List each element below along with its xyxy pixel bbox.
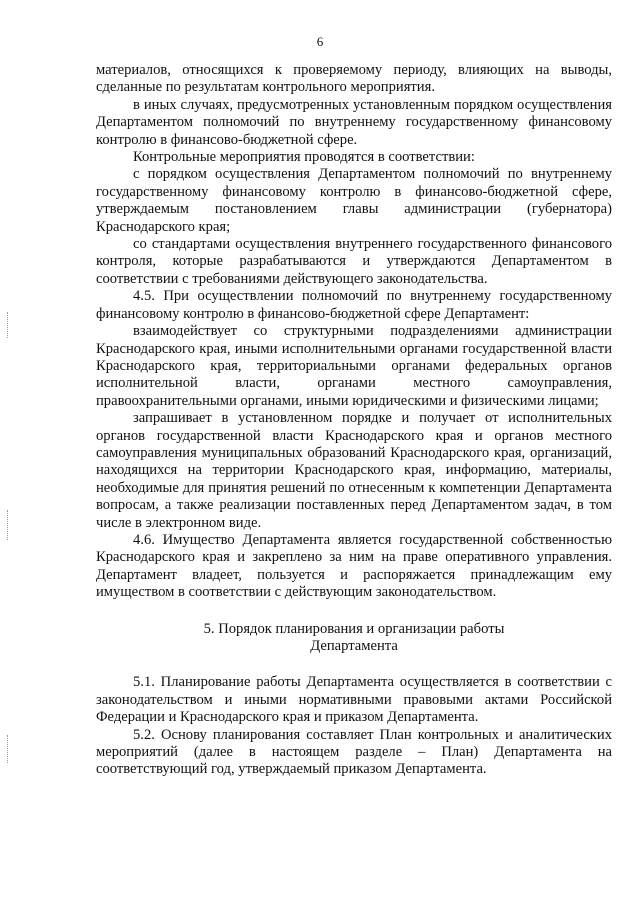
paragraph-procedure: с порядком осуществления Департаментом полномочий по внутреннему государственному финансовому контролю в финансово-бюджетной сфере, утверждаемым постановлением главы администрации (губернатора) Краснодарского края; (96, 166, 612, 235)
paragraph-interaction: взаимодействует со структурными подразделениями администрации Краснодарского края, иными исполнительными органами государственной власти Краснодарского края, территориальными органами федеральных органов исполнительной власти, органами местного самоуправления, правоохранительными органами, иными юридическими и физическими лицами; (96, 323, 612, 409)
paragraph-4-6: 4.6. Имущество Департамента является государственной собственностью Краснодарского края и закреплено за ним на праве оперативного управления. Департамент владеет, пользуется и распоряжается принадлежащим ему имуществом в соответствии с действующим законодательством. (96, 531, 612, 601)
section-heading (96, 621, 612, 656)
document-body (96, 62, 612, 779)
paragraph-continuation: материалов, относящихся к проверяемому периоду, влияющих на выводы, сделанные по результатам контрольного мероприятия. (96, 62, 612, 96)
paragraph-other-cases: в иных случаях, предусмотренных установленным порядком осуществления Департаментом полномочий по внутреннему государственному финансовому контролю в финансово-бюджетной сфере. (96, 96, 612, 148)
section-heading-line-2: Департамента (310, 638, 398, 654)
binding-hole-mark-bottom (7, 735, 9, 763)
paragraph-5-1: 5.1. Планирование работы Департамента осуществляется в соответствии с законодательством и иными нормативными правовыми актами Российской Федерации и Краснодарского края и приказом Департамента. (96, 674, 612, 726)
paragraph-4-5: 4.5. При осуществлении полномочий по внутреннему государственному финансовому контролю в финансово-бюджетной сфере Департамент: (96, 288, 612, 322)
paragraph-control-events-intro: Контрольные мероприятия проводятся в соответствии: (133, 149, 475, 166)
binding-hole-mark-top (7, 312, 9, 338)
page-number: 6 (316, 34, 324, 49)
binding-hole-mark-middle (7, 510, 9, 540)
paragraph-requests: запрашивает в установленном порядке и получает от исполнительных органов государственной власти Краснодарского края и органов местного самоуправления муниципальных образований Краснодарского края, организаций, находящихся на территории Краснодарского края, информацию, материалы, необходимые для принятия решений по отнесенным к компетенции Департамента вопросам, а также реализации поставленных перед Департаментом задач, в том числе в электронном виде. (96, 410, 612, 531)
paragraph-standards: со стандартами осуществления внутреннего государственного финансового контроля, которые разрабатываются и утверждаются Департаментом в соответствии с требованиями действующего законодательства. (96, 236, 612, 287)
section-heading-line-1: 5. Порядок планирования и организации работы (203, 620, 505, 637)
paragraph-5-2: 5.2. Основу планирования составляет План контрольных и аналитических мероприятий (далее в настоящем разделе – План) Департамента на соответствующий год, утверждаемый приказом Департамента. (96, 726, 612, 778)
